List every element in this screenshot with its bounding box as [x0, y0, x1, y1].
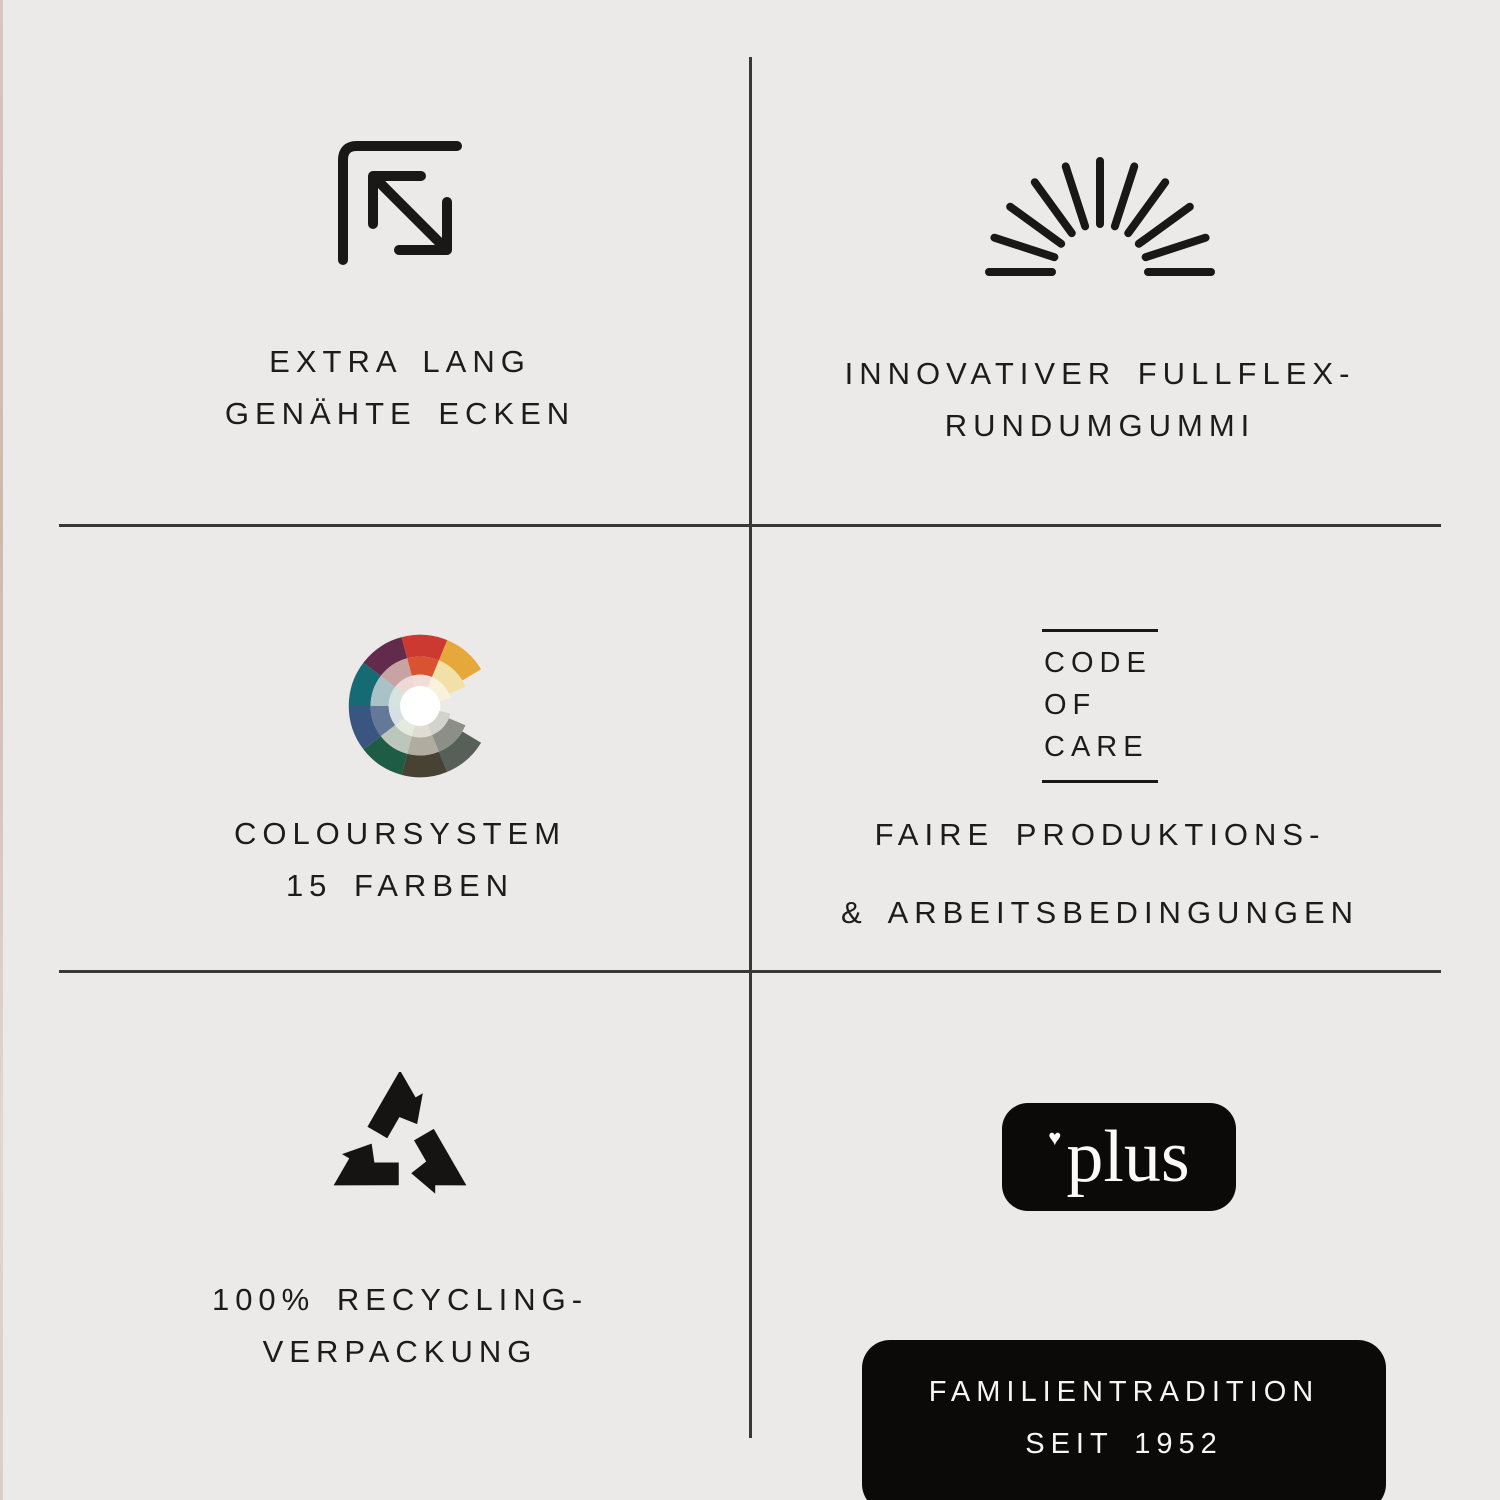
horizontal-divider-2 — [59, 970, 1441, 973]
feature-coloursystem — [60, 630, 740, 912]
recycling-arrows-icon — [325, 1072, 475, 1222]
tradition-line-1: FAMILIENTRADITION — [928, 1376, 1320, 1408]
code-of-care-logo-line-1: CODE — [1044, 647, 1152, 679]
fullflex-caption-line-2: RUNDUMGUMMI — [944, 408, 1256, 443]
family-tradition-badge — [862, 1340, 1386, 1500]
expand-corner-arrow-icon — [325, 128, 475, 278]
coloursystem-caption-line-2: 15 FARBEN — [285, 868, 515, 903]
extra-lang-caption-line-1: EXTRA LANG — [269, 344, 531, 379]
sunburst-rays-icon — [985, 156, 1215, 278]
feature-fullflex — [760, 128, 1440, 452]
tradition-line-2: SEIT 1952 — [1025, 1428, 1223, 1460]
colour-wheel-c-icon — [344, 630, 496, 782]
left-edge-artifact — [0, 0, 3, 1500]
code-of-care-logo-line-3: CARE — [1044, 731, 1149, 763]
code-of-care-caption-line-2: & ARBEITSBEDINGUNGEN — [840, 895, 1360, 930]
feature-recycling — [60, 1072, 740, 1378]
plus-brand-badge — [1002, 1103, 1236, 1211]
plus-label: plus — [1066, 1116, 1190, 1198]
heart-icon: ♥ — [1048, 1125, 1062, 1150]
recycling-caption-line-1: 100% RECYCLING- — [211, 1282, 589, 1317]
plus-wordmark — [1048, 1116, 1190, 1198]
vertical-divider — [749, 57, 752, 1438]
code-of-care-logo — [1042, 629, 1158, 783]
sunburst-icon-wrap — [985, 128, 1215, 290]
recycling-caption-line-2: VERPACKUNG — [262, 1334, 538, 1369]
extra-lang-caption-line-2: GENÄHTE ECKEN — [224, 396, 576, 431]
feature-extra-lang — [60, 128, 740, 440]
feature-code-of-care — [760, 629, 1440, 939]
fullflex-caption-line-1: INNOVATIVER FULLFLEX- — [844, 356, 1356, 391]
horizontal-divider-1 — [59, 524, 1441, 527]
code-of-care-caption-line-1: FAIRE PRODUKTIONS- — [874, 817, 1326, 852]
coloursystem-caption-line-1: COLOURSYSTEM — [233, 816, 567, 851]
code-of-care-logo-line-2: OF — [1044, 689, 1097, 721]
